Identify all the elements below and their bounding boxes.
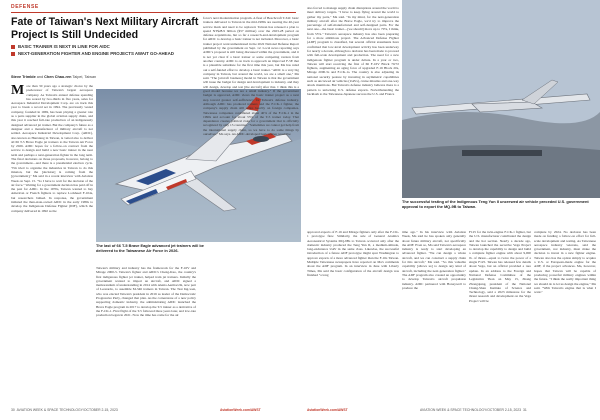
footer-right-link[interactable]: AviationWeek.com/AWST (307, 408, 348, 412)
photo-caption: The last of 66 T-5 Brave Eagle advanced jet trainers will be delivered to the Taiwanese Air Force in 2026. (96, 243, 204, 253)
subhead-1: BASIC TRAINER IS NEXT IN LINE FOR AIDC (11, 44, 191, 49)
uav-caption: The successful testing of the Indigenous Teng Yun II uncrewed air vehicle preceded U.S. government approval to export the MQ-9B to Taiwan. (402, 199, 589, 209)
text-column-6: time ago." In his interview with Aviation Week, Ma said he has spoken only generally about future military aircraft, not specifically the ADF. Even so, Ma said Taiwan's aerospace industry is ready to start developing an advanced fighter. "We can design a whole aircraft, and we can construct a supply chain for this aircraft," Ma said. "So this valuable capability [allows us] to design any kind of aircraft, including the next-generation fighter." The ADF program also created an opportunity to develop Taiwan's aircraft propulsion industry. AIDC partnered with Honeywell to produce the (402, 230, 466, 290)
byline: Steve Trimble and Chen Chao-ren Taipei, Taiwan (11, 75, 97, 79)
section-label: DEFENSE (11, 4, 39, 10)
uav-photo (402, 0, 600, 198)
text-column-2: Taiwan's military and industry has the framework for the F-16V and Mirage 2000-5. Taiwan's fighter and AIDC's Cheng-Kuo, the country's first indigenous fighter jet trainer, helped train jet trainers. Initially the government wanted to import an aircraft, and AIDC signed a memorandum of understanding in 2014 with Alenia Aermacchi, now part of Leonardo, to assemble M-346 trainers in Taiwan. The Tsai Ing-wen, who was elected Taiwan's president in 2016 as leader of the Democratic Progressive Party, changed that plan. As the cornerstone of a new policy supporting domestic industry, the administrating AIDC launched the Brave Eagle program in 2017 to develop the T-5 trainer as a derivative of the F-CK-1. First flight of the T-5 followed three years later, and low-rate production began in 2021. Now the time has come for the air (96, 266, 196, 318)
teng-yun-uav-illustration (402, 0, 600, 198)
subheads (11, 44, 191, 59)
footer-left-link[interactable]: AviationWeek.com/AWST (220, 408, 261, 412)
bullet-square-icon (11, 52, 15, 56)
text-column-5: approved exports of F-16 and Mirage fighters only after the F-CK-1 prototype flew. Similarly, the sale of General Atomics Aeronautical Systems MQ-9Bs to Taiwan occurred only after the domestic industry produced the Teng Yun II, a medium-altitude, long-endurance UAV in the same class. Likewise, the successful introduction of a future ADF prototype might spur Washington to approve exports of a more advanced fighter than the F-16s Taiwan. Multiple Taiwanese newspapers have reported on Ma's comments about the ADF program. In an interview in June with Liberty Times, Ma said the basic configuration of the aircraft design was finished "a long (307, 230, 399, 277)
subhead-2: NEXT-GENERATION FIGHTER AND ENGINE PROJECTS AWAIT GO-AHEAD (11, 51, 191, 56)
drop-cap: M (11, 84, 25, 98)
article-title: Fate of Taiwan's Next Military Aircraft Project Is Still Undecided (11, 16, 199, 41)
text-column-3: force's next modernization program. A fleet of Beechcraft T-34C basic trainers delivered to Taiwan in the mid-1980s are nearing the 40-year service mark and need to be replaced. Taiwan has released a plan to spend NT$28.9 billion ($57 million) over the 2023-28 period on defense acquisitions, but so far a research-and-development program for AIDC to develop a basic trainer is not included. Moreover, a basic trainer project went unmentioned in the 2022 National Defense Report published by the government on Sept. 12. Local news reporting says AIDC's proposal is still being discussed within the government, and it is not yet clear if a basic trainer or some competing version from another country. AIDC is on track to approach an improved F-5E that is a plausible substitute for the first time this year, but Ma has ruled out a self-funded effort to develop a basic trainer. "AIDC is a very big company in Taiwan, but around the world, we are a small one," Ma said. "The [aircraft business] model in Taiwan is that the government will issue the budget for design and development to industry, and they will design, develop and test [the aircraft] after that. I think this is a good model because we are a small industry." If the government budget is approved, AIDC views the basic trainer project as a next step toward greater self-sufficiency for Taiwan's defense industry. Although AIDC has produced trainers and the F-CK-1 fighter, the company's supply chain still relies heavily on foreign companies. Taiwanese companies contributed about 40% of the F-CK-1 in the 1990s and account for about 55% of the T-5 trainer today. That dependence creates political risks for a government that is officially recognized by only 13 countries. "Sometimes we cannot get help from the international supply chain, so we have to do some things by ourselves," Ma says. An AIDC-developed basic trainer would be (203, 16, 299, 137)
text-column-4: also forced to manage supply chain disruptions around the world to meet delivery targets. "I have to keep flying around the world to gather my parts," Ma said. "In my mind, for the next-generation military aircraft after the Brave Eagle, we'd try to improve the percentage of self-manufactured and self-designed parts. For the next one—the basic trainer—[we should] move up to 70%, I think, from 55%." Taiwan's aerospace industry has also been preparing for a more ambitious project. The Advanced Defense Fighter (ADF) program is classified, but several official statements have confirmed that low-level development activity has been underway for nearly a decade, although no decision has been made to proceed with full-scale development and production. The need for a new indigenous fighter program is under debate. In a year or two, Taiwan will start receiving the first of 66 F-16V Block 70/72 fighters, augmenting an aging force of upgraded F-16 Block 20s, Mirage 2000-5s and F-CK-1s. The country is also adjusting its national security posture by investing in asymmetric capabilities such as uncrewed air vehicles (UAVs), cruise missiles and one-way attack munitions. But Taiwan's defense industry believes there is a pattern to unlocking U.S. defense exports. Notwithstanding the backlash to the Taiwanese-Japanese success the U.S. and France (307, 6, 399, 96)
text-column-8: complete by 2024. No decision has been made on funding a follow-on effort for full-scale development and testing. As Taiwanese aerospace industry veterans, said the government, not industry, must make the decision to invest in a new fighter engine. Taiwan also has the option simply to acquire a U.S. or European-made engine for the ADF, if the project advances. Ma, however, hopes that Taiwan will be capable of producing powerful military engines within the future. "I think the really important thing we should do is let us design the engine," Ma said. "With Taiwan's engine that is what I want." (534, 230, 596, 295)
section-rule (11, 12, 296, 13)
bullet-square-icon (11, 45, 15, 49)
text-column-7: F125 for the twin-engine F-CK-1 fighter, but the U.S. manufacturer contributed the design and the hot section. Nearly a decade ago, Taiwan launched the secretive Vega Project to develop the capability to design and build a complete fighter engine with about 9,000 lb. of thrust—equal to twice the power of a single F125. Taiwan has released few details about Vega, but an official provided a rare update. In an address to the Foreign and National Defense Committee of the Legislative Yuan on May 15, Zhang Zhongqiang, president of the National Chung-Shan Institute of Science and Technology, said a 2023 milestone for the thrust research and development on the Vega Project will be (469, 230, 531, 303)
text-column-1: More than 30 years ago a strategic choice by the predecessor of Taiwan's largest aerospace company. As Taiwan's annual defense spending has soared by two-thirds in five years, sales for Aerospace Industrial Development Corp. are on track this year to break a record set in 1994. The previously vested company, founded in 1969, has been playing a greater role as a parts supplier in the global aviation supply chain, and this year it reached full-rate production of an indigenously designed advanced jet trainer. But the company's future as a designer and a manufacturer of military aircraft is not settled. Aerospace Industrial Development Corp. (AIDC), also known as Hanxiang in Taiwan, is vetted also to deliver all 66 T-5 Brave Eagle jet trainers to the Taiwan Air Force by 2026. AIDC hopes for a follow-on contract from the service to design and build a new basic trainer in the near term and perhaps a next-generation fighter in the long term. The final decisions on those proposals, however, belong to the government—and there is a presidential election cycle. "I'm tried to organize the industries in Taiwan to do this mission, but the [decision] is coming from the [government]," Ma said in a recent interview with Aviation Week on Sept. 15. "So I have to wait for the decision of the air force." Waiting for a government decision has paid off in the past for AIDC. In the 1970s, Taiwan wanted to buy American or French fighters to replace Lockheed F-104s, but researchers balked. In response, the government initiated the then-state-owned AIDC in the early 1980s to develop the Indigenous Defense Fighter (IDF), which the company delivered in 1992 as the (11, 84, 93, 213)
footer-left: 30 AVIATION WEEK & SPACE TECHNOLOGY/OCTOBER 2-15, 2023 (11, 408, 118, 412)
footer-right: AVIATION WEEK & SPACE TECHNOLOGY/OCTOBER 2-15, 2023 31 (420, 408, 527, 412)
